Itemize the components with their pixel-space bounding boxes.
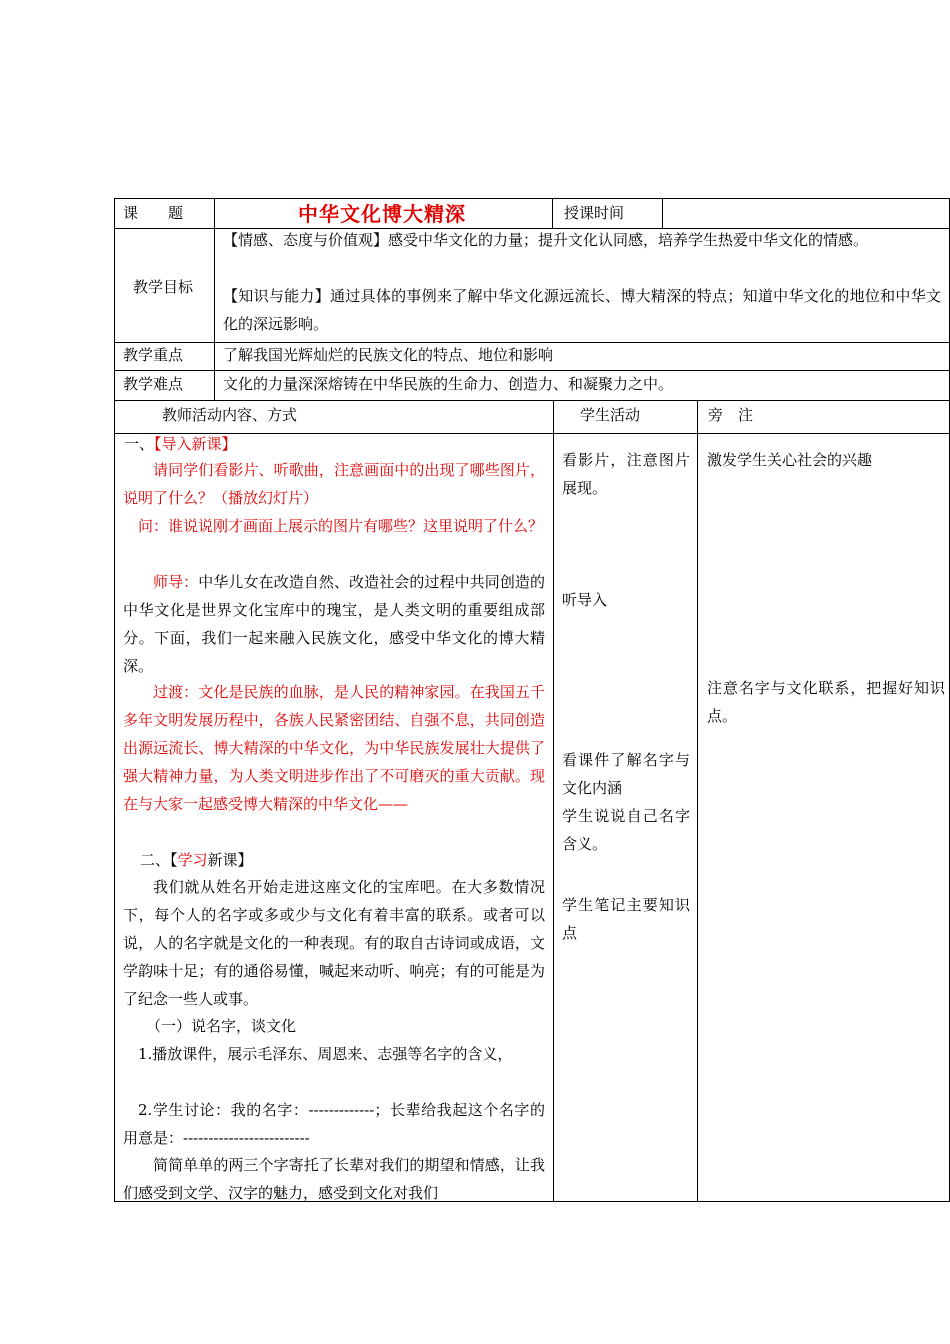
names-intro-paragraph: 我们就从姓名开始走进这座文化的宝库吧。在大多数情况下，每个人的名字或多或少与文化有着丰富的联系。或者可以说，人的名字就是文化的一种表现。有的取自古诗词或成语，文学韵味十足；有的通俗易懂，喊起来动听、响亮；有的可能是为了纪念一些人或事。 xyxy=(123,878,545,1008)
teacher-guidance-lead: 师导： xyxy=(153,573,199,591)
student-activity-2: 听导入 xyxy=(562,591,608,609)
difficulty-text: 文化的力量深深熔铸在中华民族的生命力、创造力、和凝聚力之中。 xyxy=(223,375,674,393)
row-divider xyxy=(114,433,950,434)
transition-paragraph: 过渡：文化是民族的血脉，是人民的精神家园。在我国五千多年文明发展历程中，各族人民紧密团结、自强不息，共同创造出源远流长、博大精深的中华文化，为中华民族发展壮大提供了强大精神力量，为人类文明进步作出了不可磨灭的重大贡献。现在与大家一起感受博大精深的中华文化—— xyxy=(123,683,545,813)
closing-paragraph: 简简单单的两三个字寄托了长辈对我们的期望和情感，让我们感受到文学、汉字的魅力，感受到文化对我们 xyxy=(123,1156,545,1202)
row-divider xyxy=(114,400,950,401)
teacher-column-header: 教师活动内容、方式 xyxy=(162,406,298,424)
section1-heading xyxy=(124,434,237,454)
student-activity-1: 看影片，注意图片展现。 xyxy=(562,451,690,497)
goals-knowledge: 【知识与能力】通过具体的事例来了解中华文化源远流长、博大精深的特点；知道中华文化的地位和中华文化的深远影响。 xyxy=(223,287,941,333)
difficulty-label: 教学难点 xyxy=(123,375,184,393)
student-activity-5: 学生笔记主要知识点 xyxy=(562,896,690,942)
side-note-1: 激发学生关心社会的兴趣 xyxy=(707,451,873,469)
section2-title-red: 学习 xyxy=(177,851,208,869)
goals-label: 教学目标 xyxy=(133,278,194,296)
key-point-text: 了解我国光辉灿烂的民族文化的特点、地位和影响 xyxy=(223,346,554,364)
activity-item-1: 1.播放课件，展示毛泽东、周恩来、志强等名字的含义， xyxy=(138,1045,513,1063)
side-note-2: 注意名字与文化联系，把握好知识点。 xyxy=(707,679,945,725)
notes-column-header: 旁 注 xyxy=(708,406,754,424)
section2-bracket: 【 xyxy=(170,851,178,869)
col-divider xyxy=(553,400,554,1202)
section1-title: 【导入新课】 xyxy=(154,435,237,453)
intro-question: 问：谁说说刚才画面上展示的图片有哪些？这里说明了什么？ xyxy=(138,517,544,535)
teacher-guidance-text: 中华儿女在改造自然、改造社会的过程中共同创造的中华文化是世界文化宝库中的瑰宝，是人类文明的重要组成部分。下面，我们一起来融入民族文化，感受中华文化的博大精深。 xyxy=(123,573,545,675)
col-divider xyxy=(697,400,698,1202)
col-divider xyxy=(662,198,663,228)
topic-label: 课 题 xyxy=(123,204,184,222)
page-title: 中华文化博大精深 xyxy=(298,202,466,226)
col-divider xyxy=(552,198,553,228)
col-divider xyxy=(214,198,215,400)
section1-number: 一、 xyxy=(124,435,155,453)
section2-number: 二、 xyxy=(140,851,171,869)
time-label: 授课时间 xyxy=(564,204,625,222)
key-point-label: 教学重点 xyxy=(123,346,184,364)
section2-title-rest: 新课】 xyxy=(207,851,253,869)
student-activity-4: 学生说说自己名字含义。 xyxy=(562,807,690,853)
teacher-guidance xyxy=(123,568,545,680)
student-column-header: 学生活动 xyxy=(580,406,641,424)
activity-item-2: 2.学生讨论：我的名字：-------------；长辈给我起这个名字的用意是：------------------------- xyxy=(123,1101,545,1147)
goals-emotion: 【情感、态度与价值观】感受中华文化的力量；提升文化认同感，培养学生热爱中华文化的情感。 xyxy=(223,231,869,249)
intro-prompt: 请同学们看影片、听歌曲，注意画面中的出现了哪些图片，说明了什么？（播放幻灯片） xyxy=(123,461,545,507)
row-divider xyxy=(114,342,950,343)
subsection-heading: （一）说名字，谈文化 xyxy=(146,1017,297,1035)
section2-heading xyxy=(140,850,253,870)
row-divider xyxy=(114,370,950,371)
student-activity-3: 看课件了解名字与文化内涵 xyxy=(562,751,690,797)
